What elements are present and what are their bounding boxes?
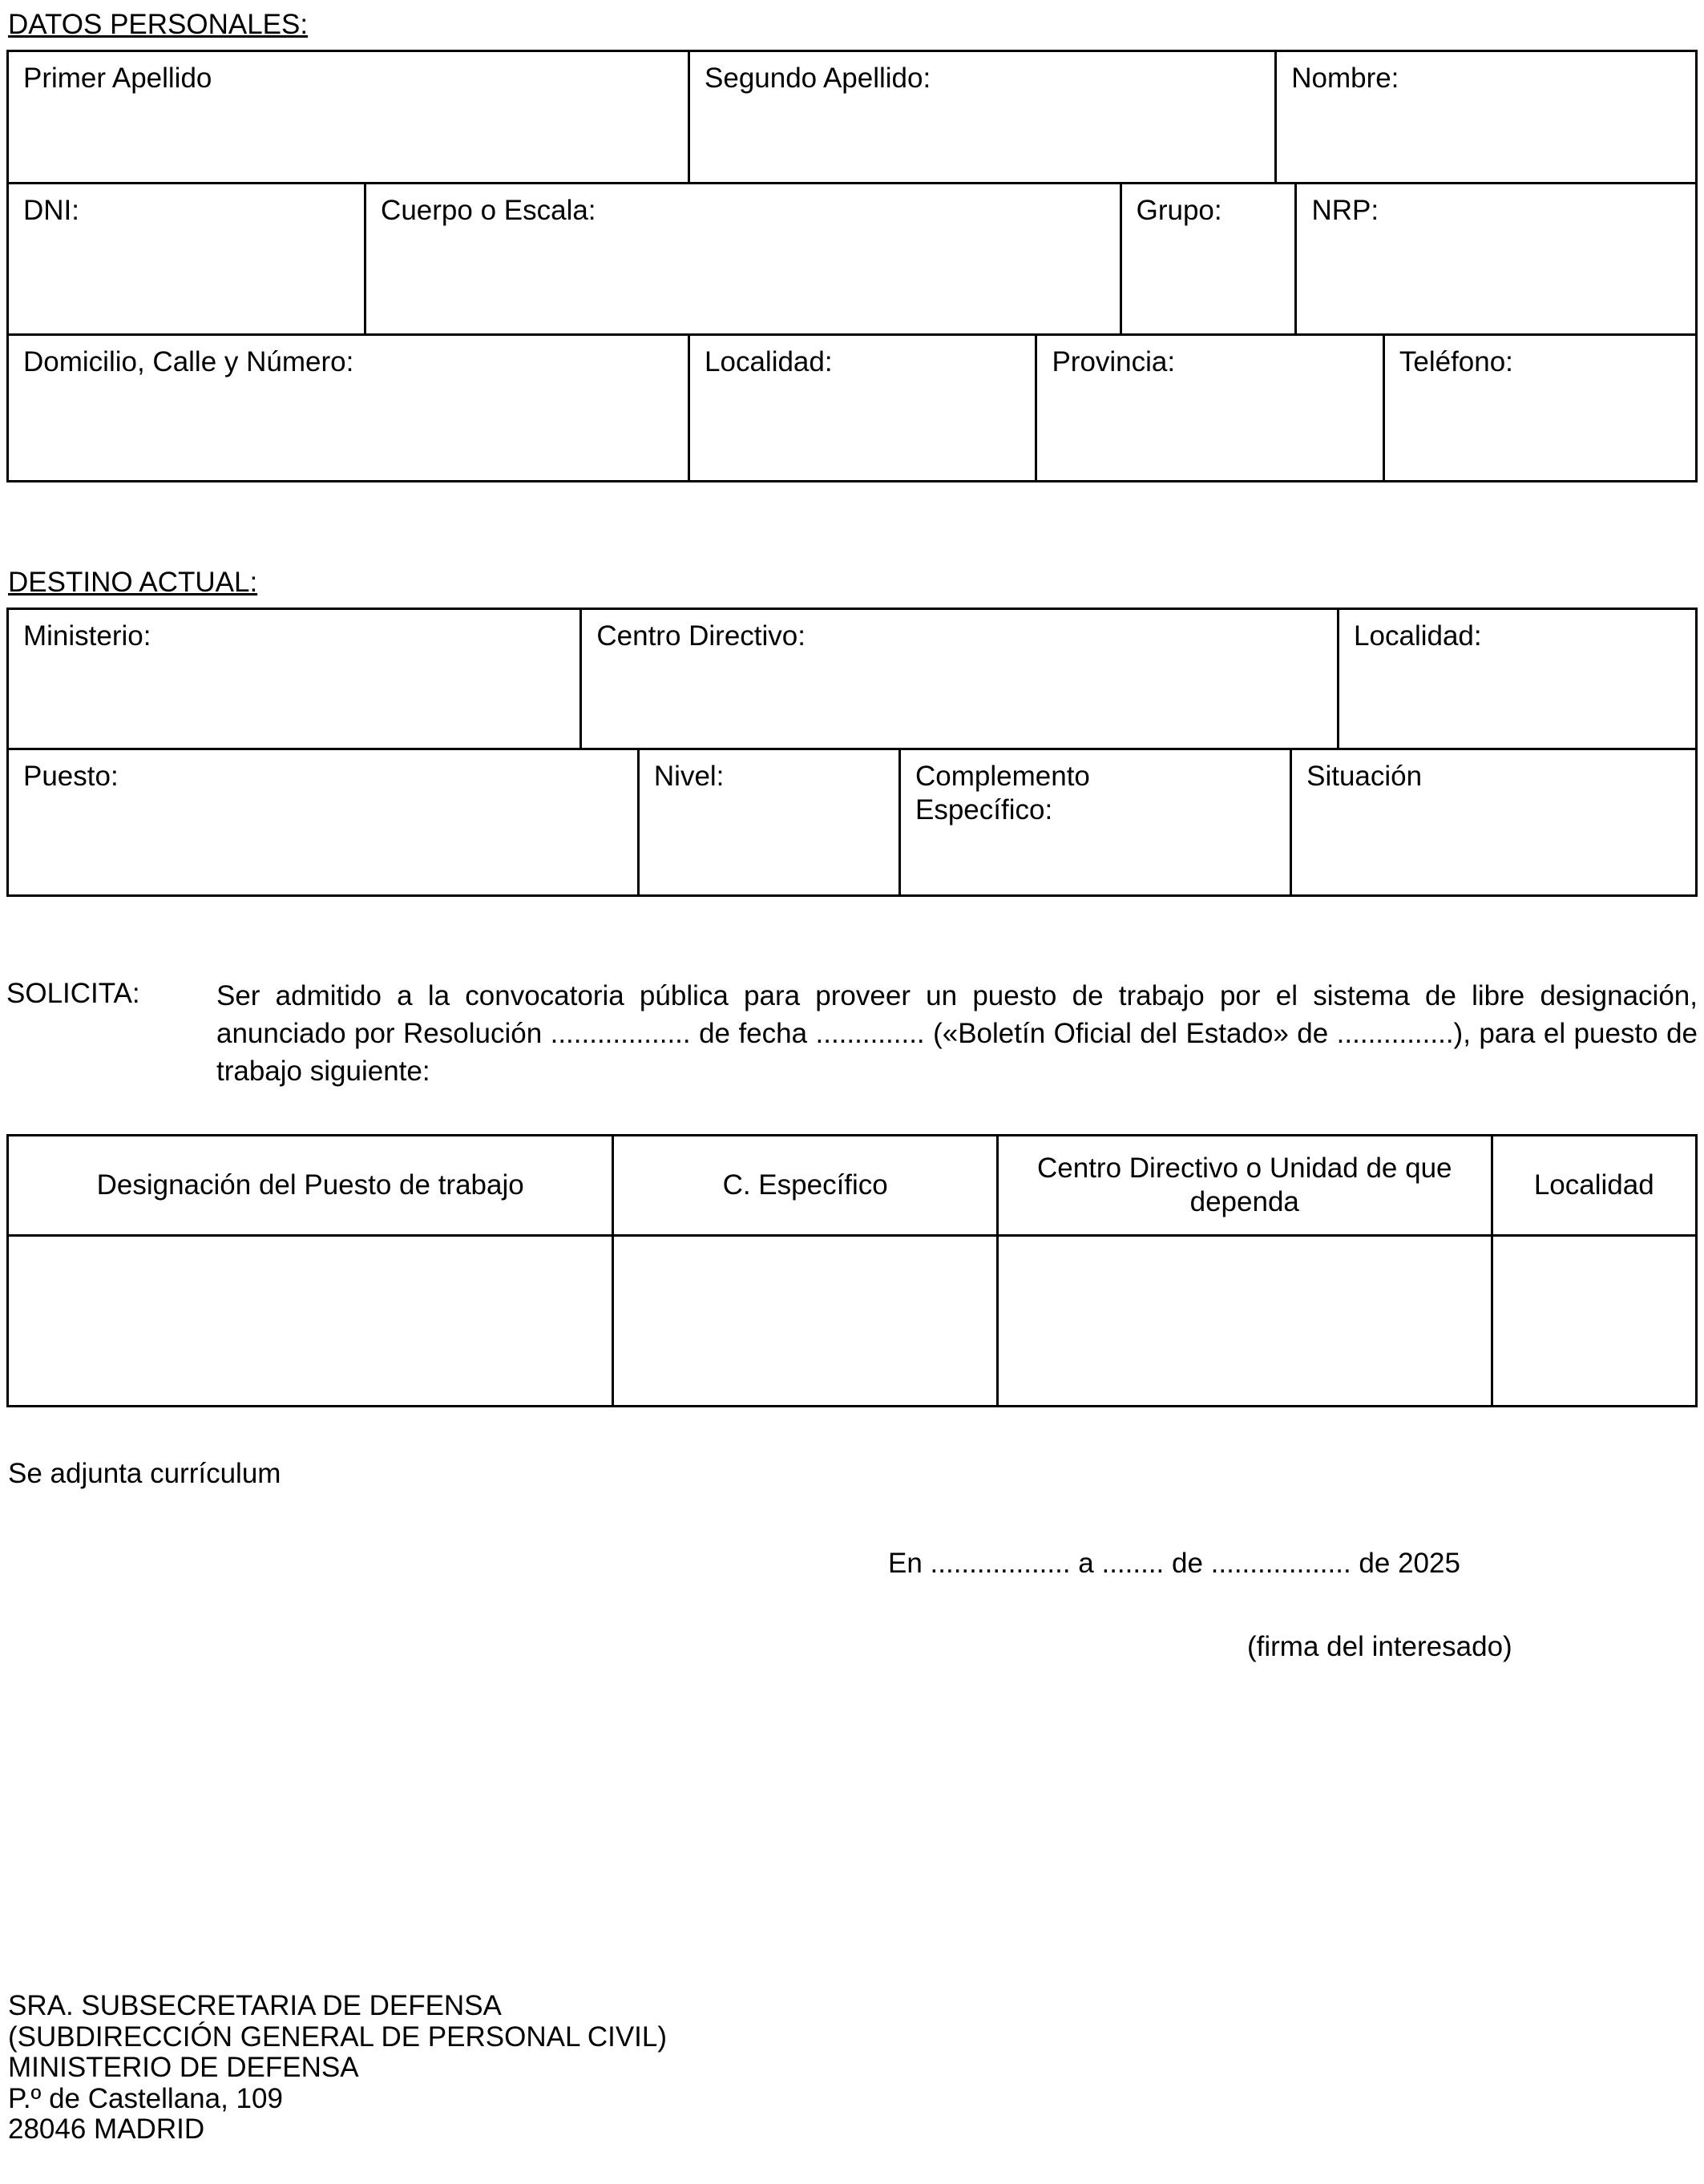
field-complemento-especifico (901, 750, 1292, 894)
puesto-solicitado-table (6, 1134, 1698, 1407)
address-line: (SUBDIRECCIÓN GENERAL DE PERSONAL CIVIL) (8, 2021, 668, 2053)
field-label: Segundo Apellido: (705, 63, 931, 94)
solicita-section (6, 977, 1698, 1090)
cell-c-especifico-empty (614, 1237, 999, 1405)
signature-caption: (firma del interesado) (1247, 1631, 1512, 1662)
field-label: Nombre: (1291, 63, 1399, 94)
table-row (6, 1234, 1698, 1407)
cell-designacion-empty (9, 1237, 614, 1405)
section-heading-datos-personales: DATOS PERSONALES: (8, 9, 309, 40)
field-label: Provincia: (1052, 346, 1176, 377)
cell-centro-directivo-empty (999, 1237, 1492, 1405)
address-line: P.º de Castellana, 109 (8, 2082, 283, 2114)
table-row (6, 748, 1698, 897)
field-label: Cuerpo o Escala: (381, 195, 596, 226)
table-row (6, 50, 1698, 184)
field-localidad-destino (1339, 610, 1695, 748)
field-label: Centro Directivo: (596, 620, 806, 652)
field-label: Primer Apellido (23, 63, 212, 94)
date-line: En .................. a ........ de .................. de 2025 (888, 1548, 1460, 1579)
field-nrp (1297, 184, 1695, 333)
attachment-note: Se adjunta currículum (8, 1458, 281, 1489)
field-segundo-apellido (690, 52, 1277, 182)
field-nivel (640, 750, 901, 894)
column-header-localidad (1493, 1136, 1695, 1234)
field-grupo (1122, 184, 1298, 333)
table-header-row (6, 1134, 1698, 1237)
field-localidad (690, 336, 1037, 480)
field-label: Situación (1306, 761, 1423, 792)
table-row (6, 182, 1698, 336)
field-label: Domicilio, Calle y Número: (23, 346, 354, 377)
field-domicilio (9, 336, 690, 480)
column-header-c-especifico (614, 1136, 999, 1234)
field-puesto (9, 750, 640, 894)
field-telefono (1385, 336, 1695, 480)
field-label: Puesto: (23, 761, 119, 792)
cell-localidad-empty (1493, 1237, 1695, 1405)
section-heading-destino-actual: DESTINO ACTUAL: (8, 567, 258, 598)
address-line: MINISTERIO DE DEFENSA (8, 2052, 359, 2083)
field-ministerio (9, 610, 582, 748)
field-label: Nivel: (653, 761, 725, 792)
field-label: Teléfono: (1399, 346, 1513, 377)
personal-data-table (6, 50, 1698, 482)
field-cuerpo-escala (366, 184, 1122, 333)
field-primer-apellido (9, 52, 690, 182)
field-dni (9, 184, 366, 333)
column-header-label: Localidad (1533, 1169, 1654, 1201)
field-situacion (1292, 750, 1695, 894)
address-line: SRA. SUBSECRETARIA DE DEFENSA (8, 1990, 502, 2021)
table-row (6, 333, 1698, 482)
column-header-centro-directivo (999, 1136, 1492, 1234)
field-label: Grupo: (1136, 195, 1222, 226)
field-label: DNI: (23, 195, 79, 226)
field-centro-directivo (582, 610, 1339, 748)
recipient-address-block (8, 1991, 1698, 2146)
column-header-label: Centro Directivo o Unidad de que dependa (1037, 1153, 1452, 1217)
solicita-label: SOLICITA: (6, 978, 140, 1009)
destino-actual-table (6, 608, 1698, 897)
field-label: Ministerio: (23, 620, 151, 652)
field-label: Localidad: (1354, 620, 1482, 652)
field-label: NRP: (1311, 195, 1379, 226)
table-row (6, 608, 1698, 750)
column-header-label: Designación del Puesto de trabajo (96, 1169, 524, 1201)
column-header-designacion (9, 1136, 614, 1234)
field-nombre (1277, 52, 1695, 182)
field-label: Complemento Específico: (915, 761, 1090, 826)
solicita-text: Ser admitido a la convocatoria pública para proveer un puesto de trabajo por el sistema de libre designación, anunciado por Resolución .................. de fecha .............. («Boletín Oficial del Estado» de ...............), para el puesto de trabajo siguiente: (216, 980, 1698, 1087)
application-form-page (6, 8, 1698, 2146)
field-label: Localidad: (705, 346, 833, 377)
address-line: 28046 MADRID (8, 2113, 205, 2145)
field-provincia (1037, 336, 1384, 480)
column-header-label: C. Específico (722, 1169, 888, 1201)
